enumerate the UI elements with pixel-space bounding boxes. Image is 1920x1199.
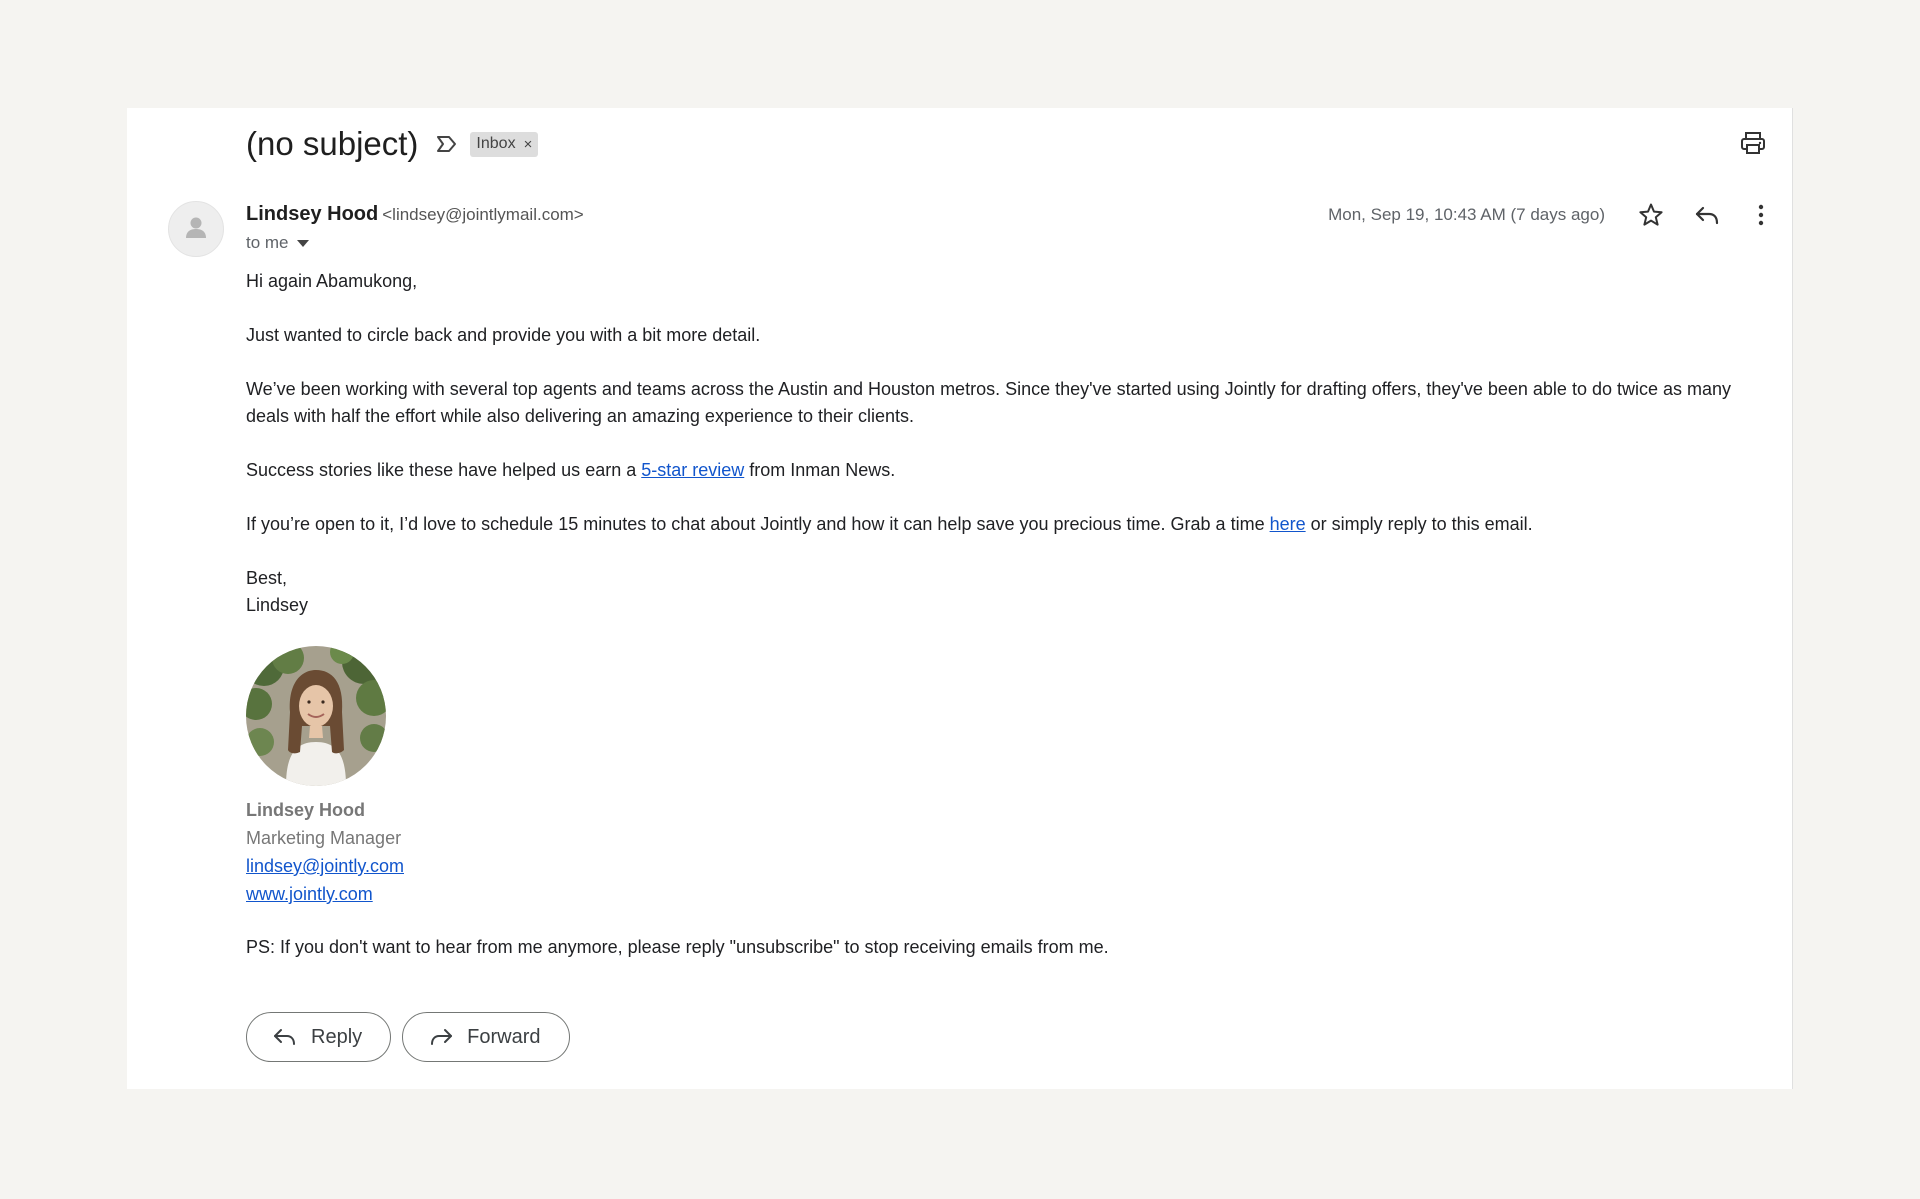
signature-photo — [246, 646, 386, 786]
body-paragraph: We’ve been working with several top agents and teams across the Austin and Houston metros. Since they've started using Jointly for drafting offers, they've been able to do twice as many deals with half the effort while also delivering an amazing experience to their clients. — [246, 379, 1732, 426]
body-text: from Inman News. — [744, 460, 896, 480]
body-text: If you’re open to it, I’d love to schedule 15 minutes to chat about Jointly and how it can help save you precious time. Grab a time — [246, 514, 1270, 534]
forward-icon — [429, 1027, 453, 1047]
email-card — [127, 108, 1793, 1089]
more-vert-icon — [1757, 204, 1765, 231]
more-options-button[interactable] — [1744, 200, 1778, 234]
review-link[interactable]: 5-star review — [641, 460, 745, 480]
ps-note: PS: If you don't want to hear from me anymore, please reply "unsubscribe" to stop receiving emails from me. — [246, 937, 1109, 957]
greeting: Hi again Abamukong, — [246, 271, 418, 291]
schedule-link[interactable]: here — [1269, 514, 1306, 534]
forward-button[interactable] — [402, 1012, 569, 1062]
person-icon — [182, 213, 210, 246]
to-me-label: to me — [246, 233, 289, 252]
body-text: Success stories like these have helped us earn a — [246, 460, 642, 480]
reply-button-label: Reply — [311, 1025, 363, 1048]
body-paragraph: Just wanted to circle back and provide you with a bit more detail. — [246, 325, 761, 345]
signoff-text: Best, — [246, 568, 288, 588]
inbox-label-chip[interactable] — [470, 132, 538, 157]
body-text: or simply reply to this email. — [1305, 514, 1533, 534]
recipients-row — [246, 233, 309, 253]
signature-email-link[interactable]: lindsey@jointly.com — [246, 856, 404, 876]
print-icon — [1740, 131, 1766, 160]
remove-label-icon[interactable]: × — [523, 135, 533, 153]
forward-button-label: Forward — [467, 1025, 541, 1048]
action-buttons — [246, 1012, 581, 1062]
email-subject: (no subject) — [246, 125, 419, 162]
sender-email: <lindsey@jointlymail.com> — [382, 205, 584, 224]
email-body — [246, 268, 1746, 988]
inbox-label-text: Inbox — [476, 135, 516, 152]
signature-name: Lindsey Hood — [246, 800, 366, 820]
reply-icon — [273, 1027, 297, 1047]
sender-avatar[interactable] — [168, 201, 224, 257]
body-paragraph — [246, 511, 1746, 538]
print-button[interactable] — [1738, 130, 1768, 160]
signoff — [246, 565, 1746, 619]
signature-title: Marketing Manager — [246, 828, 402, 848]
subject-row — [246, 124, 538, 164]
sender-row — [246, 203, 584, 226]
signoff-name: Lindsey — [246, 595, 309, 615]
chevron-down-icon[interactable] — [297, 240, 309, 247]
reply-icon-button[interactable] — [1690, 200, 1724, 234]
body-paragraph — [246, 457, 1746, 484]
email-date: Mon, Sep 19, 10:43 AM (7 days ago) — [1328, 205, 1605, 224]
reply-icon — [1694, 203, 1720, 232]
sender-name[interactable]: Lindsey Hood — [246, 203, 379, 225]
star-button[interactable] — [1634, 200, 1668, 234]
star-icon — [1638, 202, 1664, 233]
reply-button[interactable] — [246, 1012, 391, 1062]
signature-website-link[interactable]: www.jointly.com — [246, 884, 373, 904]
label-icon[interactable] — [434, 131, 460, 157]
